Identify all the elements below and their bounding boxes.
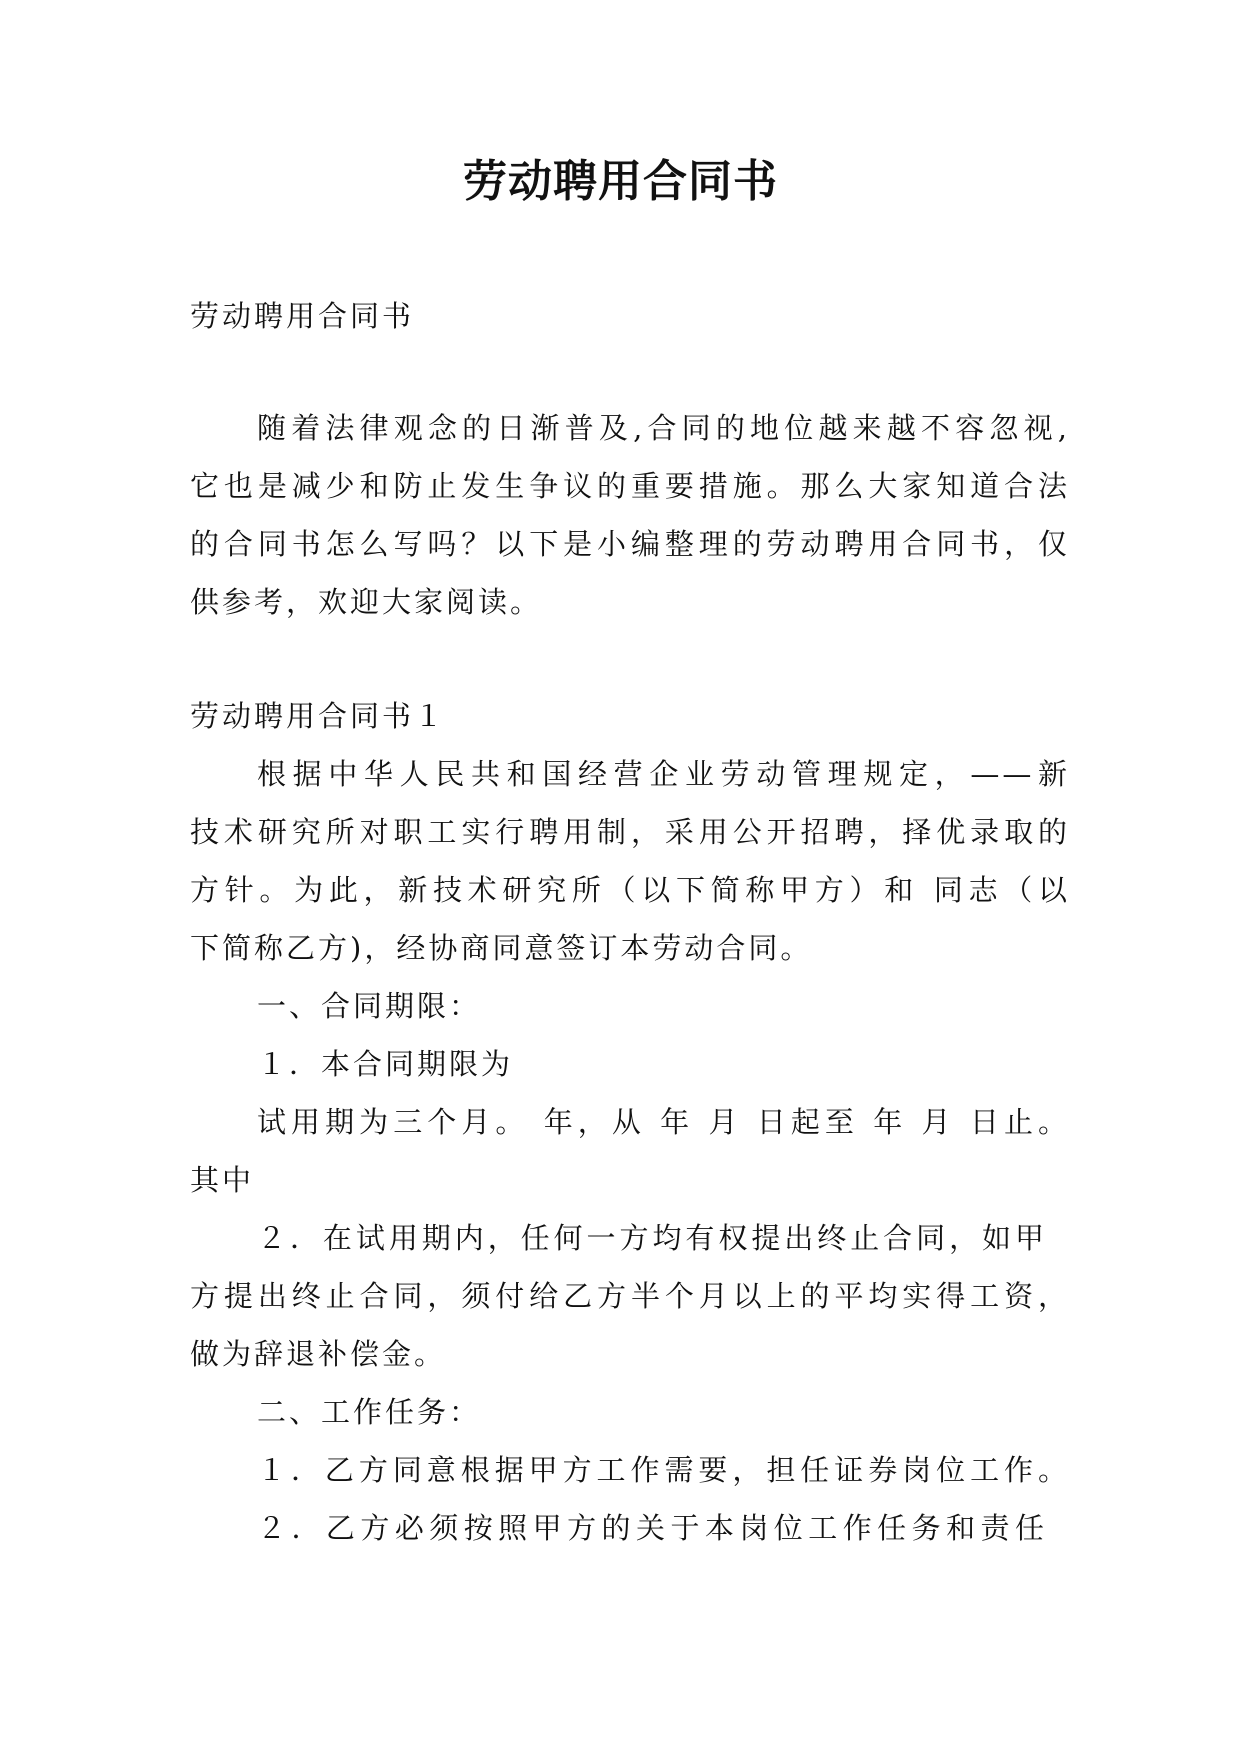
intro-line-1: 随着法律观念的日渐普及,合同的地位越来越不容忽视,: [257, 411, 1070, 445]
intro-line-2: 它也是减少和防止发生争议的重要措施。那么大家知道合法: [190, 469, 1070, 503]
body-line-3: 方针。为此，新技术研究所（以下简称甲方）和 同志（以: [190, 873, 1070, 907]
clause-2-2: ２．乙方必须按照甲方的关于本岗位工作任务和责任: [257, 1511, 1047, 1545]
body-line-4: 下简称乙方)，经协商同意签订本劳动合同。: [190, 931, 813, 965]
intro-line-4: 供参考，欢迎大家阅读。: [190, 585, 543, 619]
intro-line-3: 的合同书怎么写吗？以下是小编整理的劳动聘用合同书，仅: [190, 527, 1070, 561]
clause-heading-2: 二、工作任务：: [257, 1395, 482, 1429]
clause-heading-1: 一、合同期限：: [257, 989, 482, 1023]
body-line-1: 根据中华人民共和国经营企业劳动管理规定，——新: [257, 757, 1070, 791]
probation-line: 试用期为三个月。 年，从 年 月 日起至 年 月 日止。: [257, 1105, 1070, 1139]
clause-1-1: １．本合同期限为: [257, 1047, 514, 1081]
section-heading: 劳动聘用合同书１: [190, 699, 447, 733]
clause-1-2-line-1: ２．在试用期内，任何一方均有权提出终止合同，如甲: [257, 1221, 1047, 1255]
probation-continued: 其中: [190, 1163, 255, 1197]
subtitle: 劳动聘用合同书: [190, 299, 415, 333]
clause-1-2-line-2: 方提出终止合同，须付给乙方半个月以上的平均实得工资，: [190, 1279, 1070, 1313]
clause-1-2-line-3: 做为辞退补偿金。: [190, 1337, 447, 1371]
document-title: 劳动聘用合同书: [463, 156, 778, 207]
clause-2-1: １．乙方同意根据甲方工作需要，担任证券岗位工作。: [257, 1453, 1070, 1487]
body-line-2: 技术研究所对职工实行聘用制，采用公开招聘，择优录取的: [190, 815, 1070, 849]
